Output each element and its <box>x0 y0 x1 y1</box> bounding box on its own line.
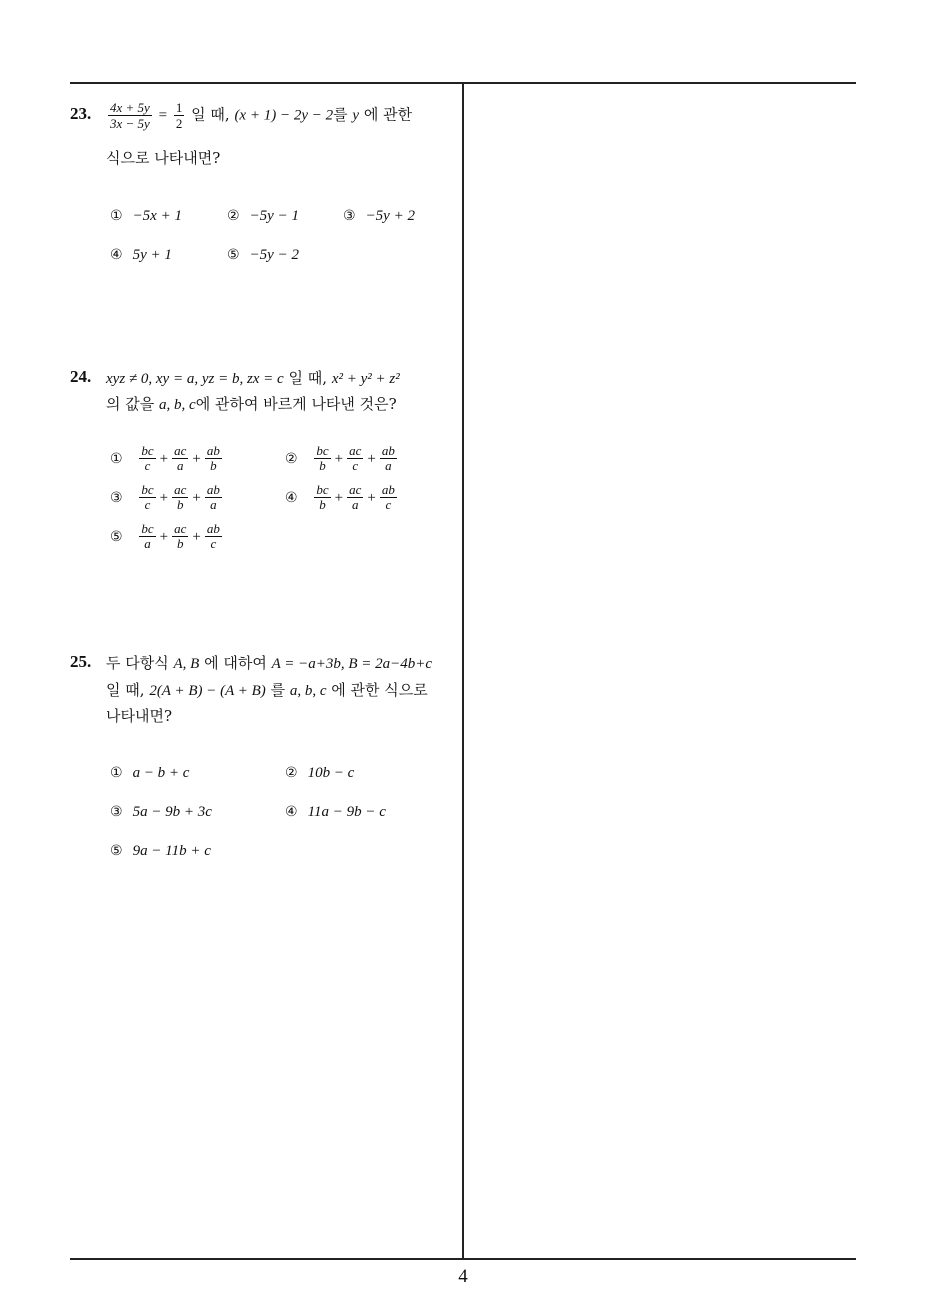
choice-number: ③ <box>343 208 356 224</box>
fraction <box>172 522 188 551</box>
question-24-line1 <box>106 368 400 389</box>
fraction-numerator: ab <box>206 521 220 536</box>
math-variables: A, B <box>173 656 200 672</box>
choice-1[interactable] <box>110 763 189 782</box>
fraction-denominator: a <box>210 497 217 512</box>
choice-2[interactable] <box>227 206 299 225</box>
choice-number: ② <box>285 765 298 781</box>
question-text: 일 때, <box>106 681 145 699</box>
plus-sign: + <box>159 489 169 506</box>
fraction <box>172 483 188 512</box>
fraction-denominator: b <box>319 497 326 512</box>
fraction-numerator: bc <box>316 443 329 458</box>
fraction-lhs <box>108 100 152 131</box>
fraction-denominator: c <box>144 458 151 473</box>
choice-number: ⑤ <box>227 247 240 263</box>
choice-number: ③ <box>110 489 123 506</box>
fraction <box>347 483 363 512</box>
choice-4[interactable] <box>285 483 399 512</box>
question-25-line1 <box>106 653 432 674</box>
fraction <box>139 483 155 512</box>
plus-sign: + <box>159 450 169 467</box>
choice-number: ② <box>285 450 298 467</box>
fraction-denominator: b <box>176 497 184 512</box>
fraction-numerator: ac <box>174 482 187 497</box>
choice-number: ③ <box>110 804 123 820</box>
fraction-rhs <box>174 100 185 131</box>
fraction-denominator: a <box>176 458 184 473</box>
fraction <box>314 483 330 512</box>
fraction-denominator: b <box>176 536 184 551</box>
fraction <box>205 522 222 551</box>
choice-3[interactable] <box>343 206 415 225</box>
choice-expression: −5y − 1 <box>249 208 299 224</box>
question-text: 두 다항식 <box>106 654 169 672</box>
question-23-line1 <box>106 100 412 131</box>
plus-sign: + <box>334 450 344 467</box>
question-text: 일 때, <box>191 105 230 124</box>
fraction <box>172 444 188 473</box>
choice-number: ⑤ <box>110 528 123 545</box>
fraction-numerator: bc <box>141 443 154 458</box>
question-text: 에 관한 <box>363 105 413 124</box>
question-25-line3: 나타내면? <box>106 707 173 725</box>
math-expression: 2(A + B) − (A + B) <box>149 683 266 699</box>
fraction-numerator: bc <box>141 482 154 497</box>
fraction-numerator: bc <box>316 482 329 497</box>
question-25-line2 <box>106 680 428 701</box>
fraction-denominator: 3x − 5y <box>110 116 150 131</box>
question-text: 일 때, <box>288 369 328 387</box>
math-variable: y <box>352 107 360 124</box>
bottom-rule <box>70 1258 856 1260</box>
choice-2[interactable] <box>285 763 354 782</box>
question-text: 의 값을 <box>106 395 155 413</box>
choice-number: ④ <box>110 247 123 263</box>
fraction-numerator: 1 <box>175 100 183 115</box>
fraction-denominator: 2 <box>175 116 183 131</box>
choice-expression: 5a − 9b + 3c <box>132 804 212 820</box>
choice-number: ① <box>110 450 123 467</box>
question-text: 를 <box>333 105 348 124</box>
fraction <box>205 483 222 512</box>
question-24-line2 <box>106 394 397 415</box>
choice-number: ④ <box>285 489 298 506</box>
choice-expression: 9a − 11b + c <box>132 843 211 859</box>
math-variables: a, b, c <box>159 397 196 413</box>
fraction-denominator: c <box>144 497 151 512</box>
equals-sign: = <box>158 107 168 124</box>
question-number: 24. <box>70 367 92 386</box>
fraction-numerator: ac <box>174 443 187 458</box>
choice-5[interactable] <box>227 245 299 264</box>
fraction-denominator: a <box>385 458 392 473</box>
choice-number: ① <box>110 765 123 781</box>
plus-sign: + <box>367 489 376 506</box>
column-divider <box>462 82 464 1259</box>
fraction-numerator: ab <box>381 443 395 458</box>
fraction-numerator: ab <box>206 443 220 458</box>
choice-expression: 11a − 9b − c <box>307 804 386 820</box>
choice-number: ② <box>227 208 240 224</box>
choice-3[interactable] <box>110 483 224 512</box>
math-expression: (x + 1) − 2y − 2 <box>234 107 334 124</box>
fraction <box>205 444 222 473</box>
plus-sign: + <box>159 528 169 545</box>
choice-4[interactable] <box>285 802 386 821</box>
choice-3[interactable] <box>110 802 212 821</box>
math-condition: xyz ≠ 0, xy = a, yz = b, zx = c <box>106 371 284 387</box>
fraction-numerator: bc <box>141 521 154 536</box>
fraction-numerator: ac <box>349 482 362 497</box>
fraction-denominator: b <box>319 458 326 473</box>
fraction <box>347 444 363 473</box>
choice-1[interactable] <box>110 444 224 473</box>
fraction-denominator: c <box>385 497 392 512</box>
fraction <box>314 444 330 473</box>
question-text: 에 대하여 <box>204 654 267 672</box>
plus-sign: + <box>192 528 201 545</box>
fraction-numerator: ac <box>349 443 362 458</box>
page-number: 4 <box>458 1266 468 1287</box>
math-variables: a, b, c <box>289 683 327 699</box>
question-23-line2: 식으로 나타내면? <box>106 149 221 167</box>
choice-5[interactable] <box>110 522 224 551</box>
fraction-denominator: c <box>210 536 217 551</box>
choice-expression: 5y + 1 <box>132 247 172 263</box>
fraction-numerator: ab <box>206 482 220 497</box>
fraction-numerator: 4x + 5y <box>110 100 150 115</box>
question-text: 에 관하여 바르게 나타낸 것은? <box>195 395 397 413</box>
fraction-numerator: ab <box>381 482 395 497</box>
choice-expression: −5y − 2 <box>249 247 299 263</box>
fraction <box>139 522 155 551</box>
plus-sign: + <box>367 450 376 467</box>
choice-expression: 10b − c <box>307 765 355 781</box>
question-text: 에 관한 식으로 <box>331 681 428 699</box>
choice-expression: a − b + c <box>132 765 190 781</box>
choice-number: ① <box>110 208 123 224</box>
choice-1[interactable] <box>110 206 182 225</box>
choice-expression: −5y + 2 <box>365 208 415 224</box>
choice-number: ④ <box>285 804 298 820</box>
question-number: 25. <box>70 652 92 671</box>
fraction-denominator: a <box>144 536 151 551</box>
choice-4[interactable] <box>110 245 172 264</box>
plus-sign: + <box>334 489 344 506</box>
question-text: 를 <box>270 681 286 699</box>
fraction-denominator: c <box>352 458 359 473</box>
fraction <box>139 444 155 473</box>
question-number: 23. <box>70 104 92 123</box>
fraction <box>380 483 397 512</box>
fraction-denominator: b <box>210 458 217 473</box>
math-definition: A = −a+3b, B = 2a−4b+c <box>271 656 433 672</box>
fraction <box>380 444 397 473</box>
choice-5[interactable] <box>110 841 211 860</box>
choice-2[interactable] <box>285 444 399 473</box>
fraction-denominator: a <box>351 497 359 512</box>
plus-sign: + <box>192 489 201 506</box>
plus-sign: + <box>192 450 201 467</box>
fraction-numerator: ac <box>174 521 187 536</box>
choice-number: ⑤ <box>110 843 123 859</box>
math-expression: x² + y² + z² <box>331 371 400 387</box>
choice-expression: −5x + 1 <box>132 208 182 224</box>
